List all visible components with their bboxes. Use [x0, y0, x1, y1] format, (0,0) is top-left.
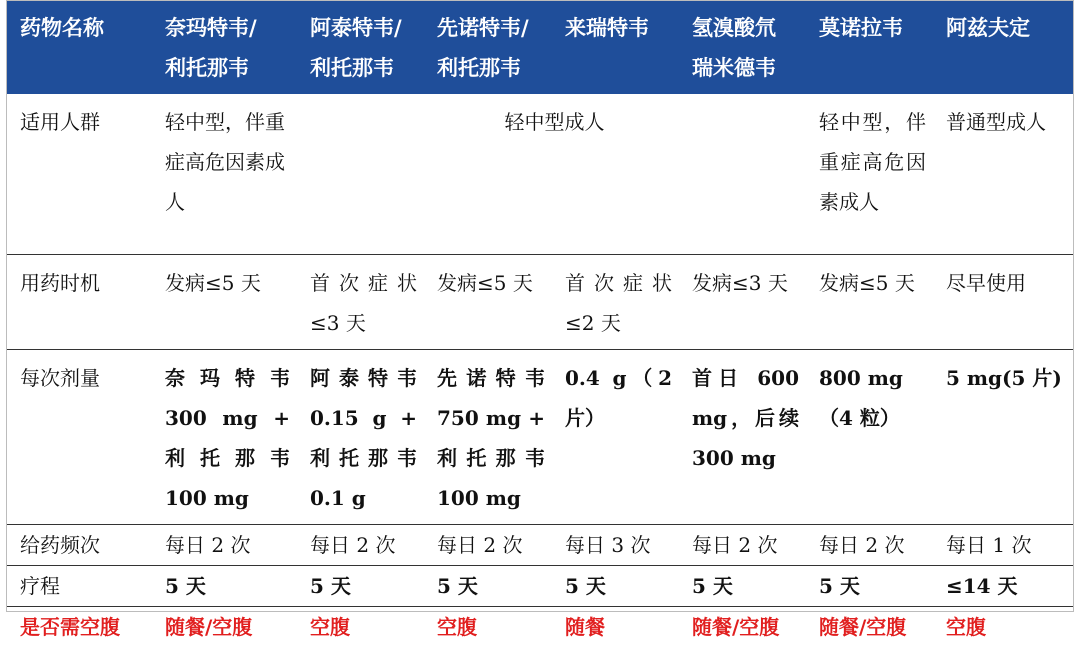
header-simnotrelvir: 先诺特韦/ 利托那韦 — [437, 15, 529, 80]
table-row-timing — [6, 254, 1074, 349]
header-leritrelvir: 来瑞特韦 — [565, 15, 649, 40]
table-cell: 800 mg（4 粒） — [805, 349, 932, 524]
table-row-population — [6, 94, 1074, 254]
row-label: 每次剂量 — [6, 349, 151, 524]
table-cell: 首日 600 mg，后续 300 mg — [678, 349, 805, 524]
table-cell: 5 天 — [151, 565, 296, 606]
table-cell: 随餐 — [565, 614, 605, 639]
row-label: 适用人群 — [6, 94, 151, 254]
table-cell: 发病≤5 天 — [151, 254, 296, 349]
header-deuremidevir: 氢溴酸氘 瑞米德韦 — [692, 15, 776, 80]
table-cell: 0.4 g（2 片） — [551, 349, 678, 524]
table-cell: 发病≤3 天 — [678, 254, 805, 349]
table-cell: 奈玛特韦 300 mg + 利托那韦 100 mg — [151, 349, 296, 524]
row-label: 疗程 — [6, 565, 151, 606]
table-cell: 5 天 — [678, 565, 805, 606]
table-cell: 每日 1 次 — [932, 524, 1074, 565]
row-label: 给药频次 — [6, 524, 151, 565]
table-cell: 空腹 — [946, 614, 986, 639]
drug-comparison-table — [6, 0, 1074, 647]
table-cell: 空腹 — [310, 614, 350, 639]
table-cell: 5 天 — [551, 565, 678, 606]
table-cell: 轻中型，伴重症高危因素成人 — [151, 94, 296, 254]
table-row-course — [6, 565, 1074, 606]
table-cell: 每日 2 次 — [151, 524, 296, 565]
header-drug-name: 药物名称 — [20, 15, 104, 40]
table-row-fasting — [6, 606, 1074, 647]
table-cell: 随餐/空腹 — [692, 614, 780, 639]
table-cell: 每日 2 次 — [678, 524, 805, 565]
table-cell: 每日 2 次 — [423, 524, 551, 565]
table-cell: ≤14 天 — [932, 565, 1074, 606]
table-cell: 5 天 — [296, 565, 423, 606]
table-cell-merged: 轻中型成人 — [296, 94, 805, 254]
header-nirmatrelvir: 奈玛特韦/ 利托那韦 — [165, 15, 257, 80]
table-row-frequency — [6, 524, 1074, 565]
table-header — [6, 0, 1074, 94]
table-cell: 首次症状≤3 天 — [296, 254, 423, 349]
table-cell: 随餐/空腹 — [819, 614, 907, 639]
table-cell: 尽早使用 — [932, 254, 1074, 349]
table-cell: 普通型成人 — [932, 94, 1074, 254]
table-cell: 轻中型，伴重症高危因素成人 — [805, 94, 932, 254]
row-label: 是否需空腹 — [20, 614, 120, 639]
table-cell: 空腹 — [437, 614, 477, 639]
table-cell: 每日 2 次 — [296, 524, 423, 565]
header-row — [6, 0, 1074, 94]
table-cell: 5 mg(5 片) — [932, 349, 1074, 524]
table-cell: 每日 2 次 — [805, 524, 932, 565]
header-molnupiravir: 莫诺拉韦 — [819, 15, 903, 40]
header-atilotrelvir: 阿泰特韦/ 利托那韦 — [310, 15, 402, 80]
header-azvudine: 阿兹夫定 — [946, 15, 1030, 40]
table-cell: 5 天 — [423, 565, 551, 606]
table-cell: 先诺特韦 750 mg + 利托那韦 100 mg — [423, 349, 551, 524]
table-row-dose — [6, 349, 1074, 524]
table-cell: 发病≤5 天 — [423, 254, 551, 349]
table-cell: 发病≤5 天 — [805, 254, 932, 349]
table-cell: 随餐/空腹 — [165, 614, 253, 639]
table-cell: 每日 3 次 — [551, 524, 678, 565]
table-cell: 阿泰特韦 0.15 g + 利托那韦 0.1 g — [296, 349, 423, 524]
table-cell: 首次症状≤2 天 — [551, 254, 678, 349]
table-cell: 5 天 — [805, 565, 932, 606]
row-label: 用药时机 — [6, 254, 151, 349]
